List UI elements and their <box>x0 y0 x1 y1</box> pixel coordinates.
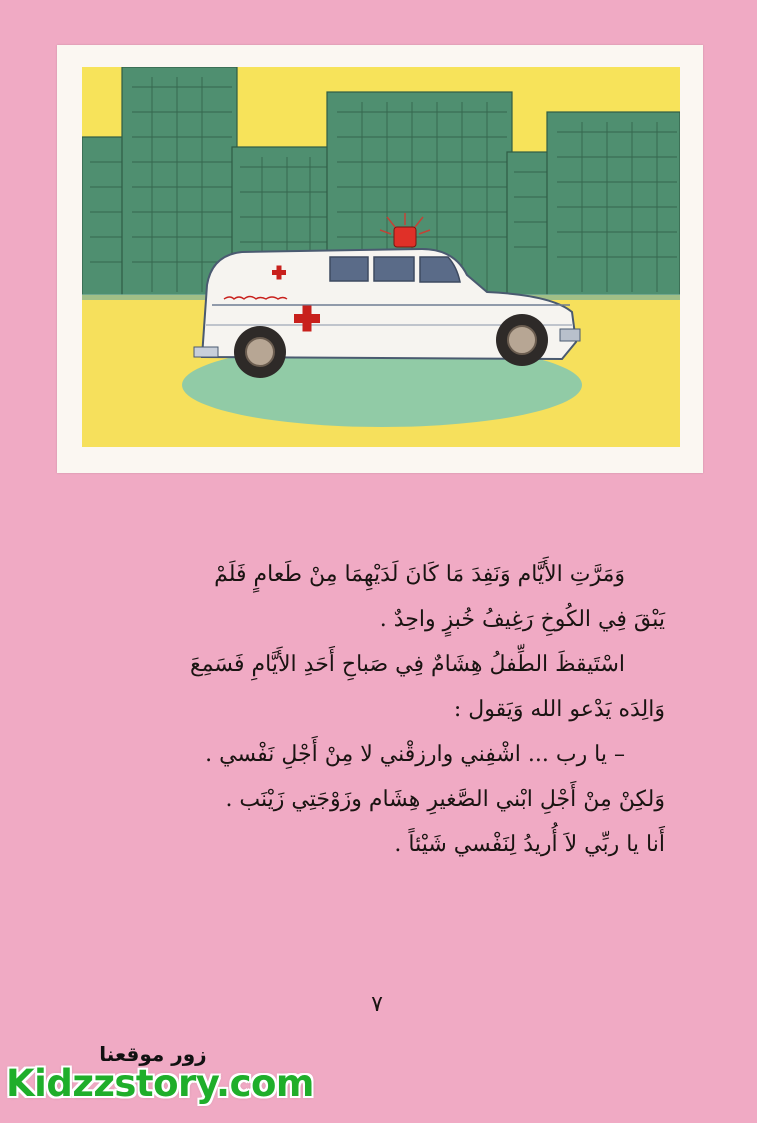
story-line: وَمَرَّتِ الأَيَّام وَنَفِدَ مَا كَانَ لَدَيْهِمَا مِنْ طَعامٍ فَلَمْ <box>214 562 625 587</box>
watermark-site-link[interactable]: Kidzzstory.com <box>6 1062 314 1105</box>
ambulance-illustration <box>82 67 680 447</box>
ambulance-scene <box>82 67 680 447</box>
illustration-frame <box>57 45 703 473</box>
watermark-visit-text: زور موقعنا <box>99 1042 207 1066</box>
story-text <box>95 552 665 867</box>
ambulance-wheel-front <box>496 314 548 366</box>
story-line: يَبْقَ فِي الكُوخِ رَغِيفُ خُبزٍ واحِدٌ . <box>379 607 665 632</box>
ambulance-wheel-rear <box>234 326 286 378</box>
story-line: وَلكِنْ مِنْ أَجْلِ ابْني الصَّغيرِ هِشَام وزَوْجَتِي زَيْنَب . <box>225 787 665 812</box>
story-line: – يا رب ... اشْفِني وارزقْني لا مِنْ أَجْلِ نَفْسي . <box>205 742 625 767</box>
story-line: وَالِدَه يَدْعو الله وَيَقول : <box>453 697 665 722</box>
story-line: اسْتَيقظَ الطِّفلُ هِشَامٌ فِي صَباحِ أَحَدِ الأَيَّامِ فَسَمِعَ <box>189 652 625 677</box>
page-number: ٧ <box>371 992 383 1017</box>
story-line: أَنا يا ربِّي لاَ أُريدُ لِنَفْسي شَيْئاً . <box>394 832 665 857</box>
